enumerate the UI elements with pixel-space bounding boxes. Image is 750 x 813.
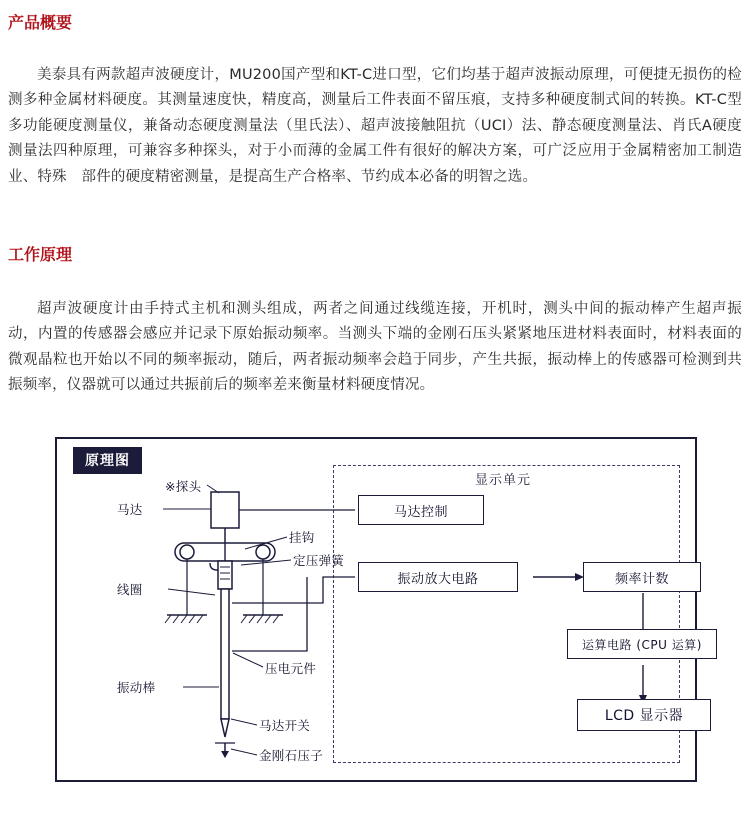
paragraph-working-principle: 超声波硬度计由手持式主机和测头组成，两者之间通过线缆连接，开机时，测头中间的振动棒产生超声振动，内置的传感器会感应并记录下原始振动频率。当测头下端的金刚石压头紧紧地压进材料表面时，材料表面的微观晶粒也开始以不同的频率振动，随后，两者振动频率会趋于同步，产生共振，振动棒上的传感器可检测到共振频率，仪器就可以通过共振前后的频率差来衡量材料硬度情况。 (8, 300, 742, 393)
block-frequency-counter: 频率计数 (583, 562, 701, 592)
label-motor: 马达 (117, 502, 143, 517)
block-vibration-amp: 振动放大电路 (358, 562, 518, 592)
principle-diagram (55, 437, 702, 782)
diagram-title-badge: 原理图 (73, 447, 142, 474)
label-piezo-element: 压电元件 (265, 661, 317, 676)
label-diamond-indenter: 金刚石压子 (259, 748, 324, 763)
label-motor-switch: 马达开关 (259, 718, 311, 733)
label-vibration-rod: 振动棒 (117, 680, 156, 695)
page-title-product-overview: 产品概要 (8, 13, 73, 32)
label-hook: 挂钩 (289, 530, 315, 545)
block-motor-control: 马达控制 (358, 495, 484, 525)
page-title-working-principle: 工作原理 (8, 245, 73, 264)
label-coil: 线圈 (117, 582, 143, 597)
block-lcd-display: LCD 显示器 (577, 699, 711, 731)
display-unit-label: 显示单元 (475, 473, 532, 488)
block-cpu-circuit: 运算电路 (CPU 运算) (567, 629, 717, 659)
label-constant-spring: 定压弹簧 (293, 553, 345, 568)
paragraph-product-overview: 美泰具有两款超声波硬度计，MU200国产型和KT-C进口型，它们均基于超声波振动原理，可便捷无损伤的检测多种金属材料硬度。其测量速度快，精度高，测量后工件表面不留压痕，支持多种硬度制式间的转换。KT-C型多功能硬度测量仪，兼备动态硬度测量法（里氏法）、超声波接触阻抗（UCI）法、静态硬度测量法、肖氏A硬度测量法四种原理，可兼容多种探头，对于小而薄的金属工件有很好的解决方案，可广泛应用于金属精密加工制造业、特殊 部件的硬度精密测量，是提高生产合格率、节约成本必备的明智之选。 (8, 66, 742, 185)
label-probe: ※探头 (165, 479, 202, 494)
